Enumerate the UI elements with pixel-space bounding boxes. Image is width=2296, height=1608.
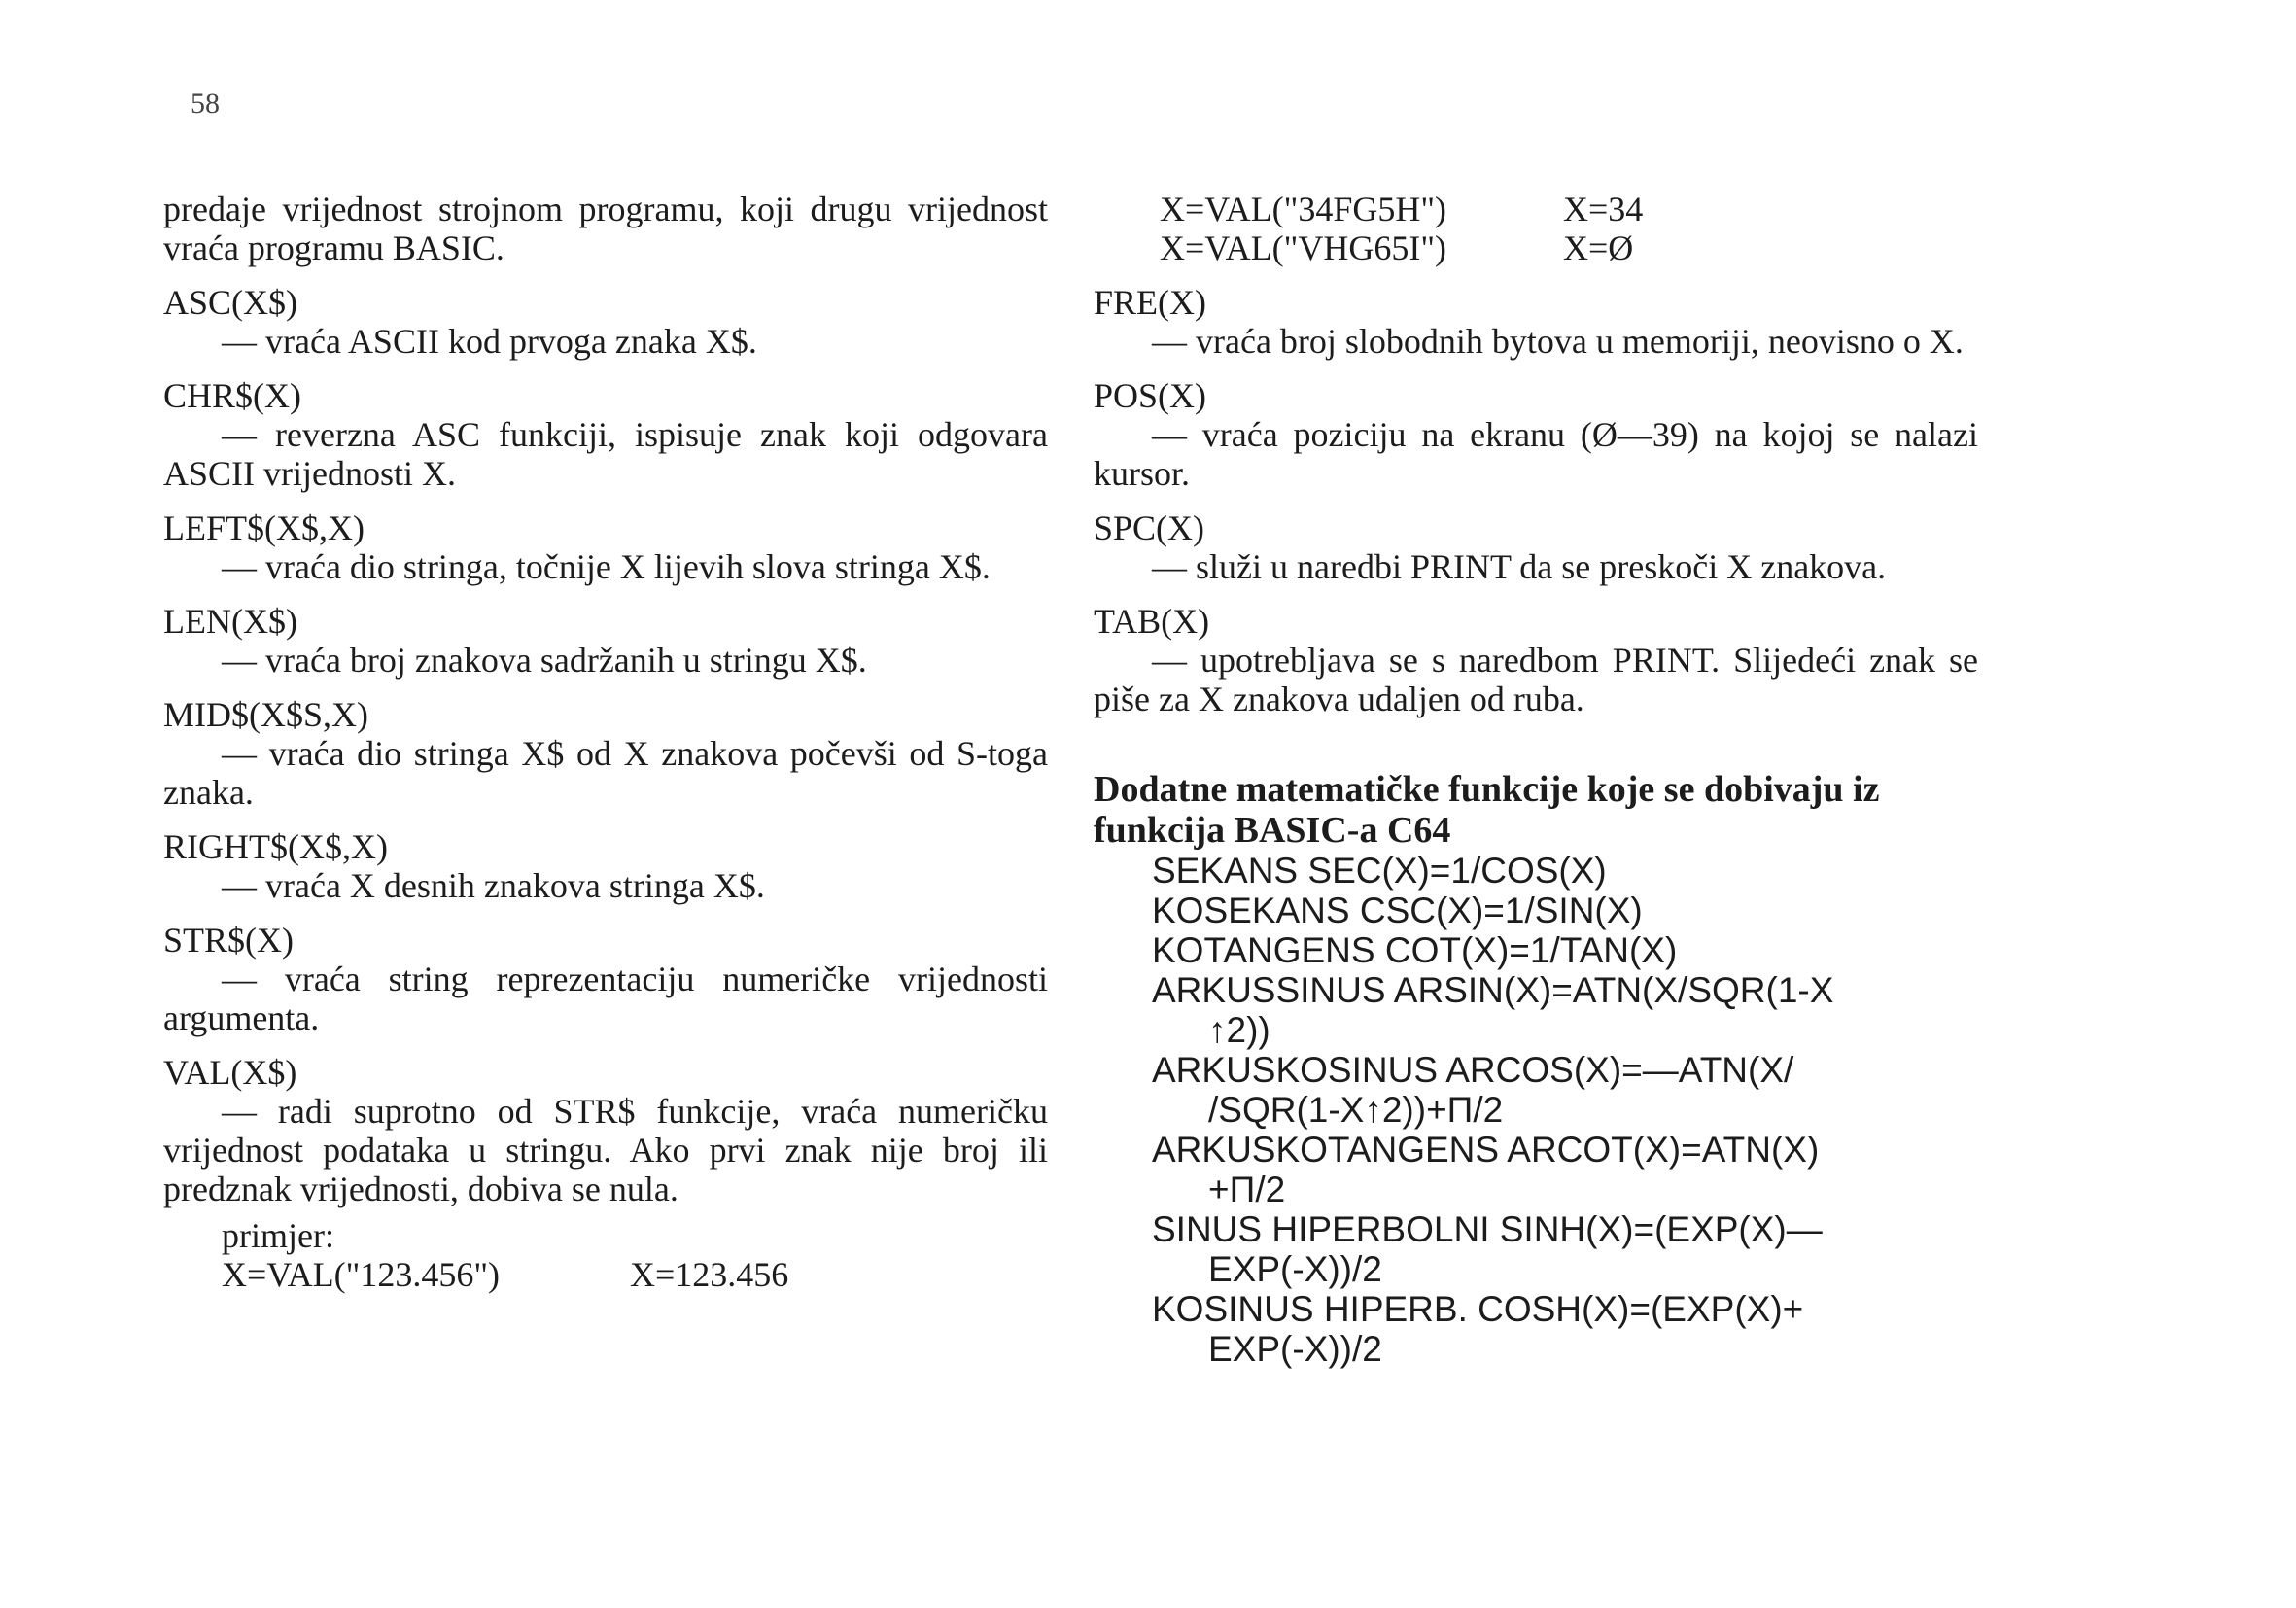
entry-description: — reverzna ASC funkciji, ispisuje znak koji odgovara ASCII vrijednosti X.	[163, 415, 1048, 493]
entry-description: — radi suprotno od STR$ funkcije, vraća numeričku vrijednost podataka u stringu. Ako prvi znak nije broj ili predznak vrijednosti, dobiva se nula.	[163, 1092, 1048, 1208]
formula-line: ARKUSSINUS ARSIN(X)=ATN(X/SQR(1-X	[1152, 970, 1834, 1010]
example-expression: X=VAL("34FG5H")	[1160, 190, 1447, 228]
formula-line: KOTANGENS COT(X)=1/TAN(X)	[1152, 930, 1678, 970]
entry-term: CHR$(X)	[163, 376, 301, 415]
entry-term: POS(X)	[1094, 376, 1207, 415]
example-label: primjer:	[222, 1216, 334, 1255]
formula-continuation: EXP(-X))/2	[1208, 1329, 1382, 1369]
formula-line: KOSINUS HIPERB. COSH(X)=(EXP(X)+	[1152, 1289, 1804, 1329]
function-formula	[1094, 1050, 1978, 1130]
formula-continuation: EXP(-X))/2	[1208, 1249, 1382, 1289]
entry-description: — vraća broj znakova sadržanih u stringu X$.	[222, 641, 867, 680]
entry-description: — služi u naredbi PRINT da se preskoči X znakova.	[1152, 547, 1887, 586]
example-line	[163, 1255, 1048, 1294]
function-formula	[1094, 891, 1978, 930]
entry-description: — vraća ASCII kod prvoga znaka X$.	[222, 322, 757, 361]
function-formula	[1094, 930, 1978, 970]
intro-paragraph: predaje vrijednost strojnom programu, koji drugu vrijednost vraća programu BASIC.	[163, 190, 1048, 267]
example-expression: X=VAL("VHG65I")	[1160, 228, 1446, 267]
entry-description: — vraća X desnih znakova stringa X$.	[222, 866, 765, 905]
entry-term: MID$(X$S,X)	[163, 695, 368, 734]
function-formula	[1094, 1130, 1978, 1209]
example-line	[1094, 190, 1978, 228]
entry-description: — vraća dio stringa, točnije X lijevih slova stringa X$.	[222, 547, 991, 586]
entry-term: TAB(X)	[1094, 602, 1210, 641]
left-column	[163, 190, 1048, 1294]
formula-line: SINUS HIPERBOLNI SINH(X)=(EXP(X)—	[1152, 1209, 1823, 1249]
function-formula	[1094, 851, 1978, 891]
entry-term: LEN(X$)	[163, 602, 297, 641]
example-result: X=34	[1563, 190, 1644, 228]
formula-continuation: ↑2))	[1208, 1010, 1270, 1050]
entry-term: STR$(X)	[163, 921, 294, 960]
entry-description: — vraća dio stringa X$ od X znakova počevši od S-toga znaka.	[163, 734, 1048, 812]
entry-term: RIGHT$(X$,X)	[163, 827, 388, 866]
entry-description: — vraća broj slobodnih bytova u memoriji, neovisno o X.	[1152, 322, 1964, 361]
formula-line: KOSEKANS CSC(X)=1/SIN(X)	[1152, 891, 1643, 930]
section-heading: Dodatne matematičke funkcije koje se dobivaju iz funkcija BASIC-a C64	[1094, 769, 1880, 851]
formula-line: ARKUSKOTANGENS ARCOT(X)=ATN(X)	[1152, 1130, 1820, 1170]
function-formula	[1094, 1209, 1978, 1289]
formula-continuation: +Π/2	[1208, 1170, 1286, 1209]
example-result: X=Ø	[1563, 228, 1634, 267]
entry-description: — vraća poziciju na ekranu (Ø—39) na kojoj se nalazi kursor.	[1094, 415, 1978, 493]
formula-line: SEKANS SEC(X)=1/COS(X)	[1152, 851, 1607, 891]
page-number: 58	[191, 87, 220, 120]
entry-term: SPC(X)	[1094, 508, 1205, 547]
entry-term: FRE(X)	[1094, 283, 1206, 322]
example-expression: X=VAL("123.456")	[222, 1255, 501, 1294]
entry-description: — vraća string reprezentaciju numeričke vrijednosti argumenta.	[163, 960, 1048, 1037]
formula-continuation: /SQR(1-X↑2))+Π/2	[1208, 1090, 1504, 1130]
entry-term: LEFT$(X$,X)	[163, 508, 365, 547]
example-result: X=123.456	[630, 1255, 789, 1294]
formula-line: ARKUSKOSINUS ARCOS(X)=—ATN(X/	[1152, 1050, 1794, 1090]
function-formula	[1094, 970, 1978, 1050]
entry-term: ASC(X$)	[163, 283, 298, 322]
entry-term: VAL(X$)	[163, 1053, 297, 1092]
right-column	[1094, 190, 1978, 1369]
entry-description: — upotrebljava se s naredbom PRINT. Slijedeći znak se piše za X znakova udaljen od ruba.	[1094, 641, 1978, 718]
example-line	[1094, 228, 1978, 267]
function-formula	[1094, 1289, 1978, 1369]
